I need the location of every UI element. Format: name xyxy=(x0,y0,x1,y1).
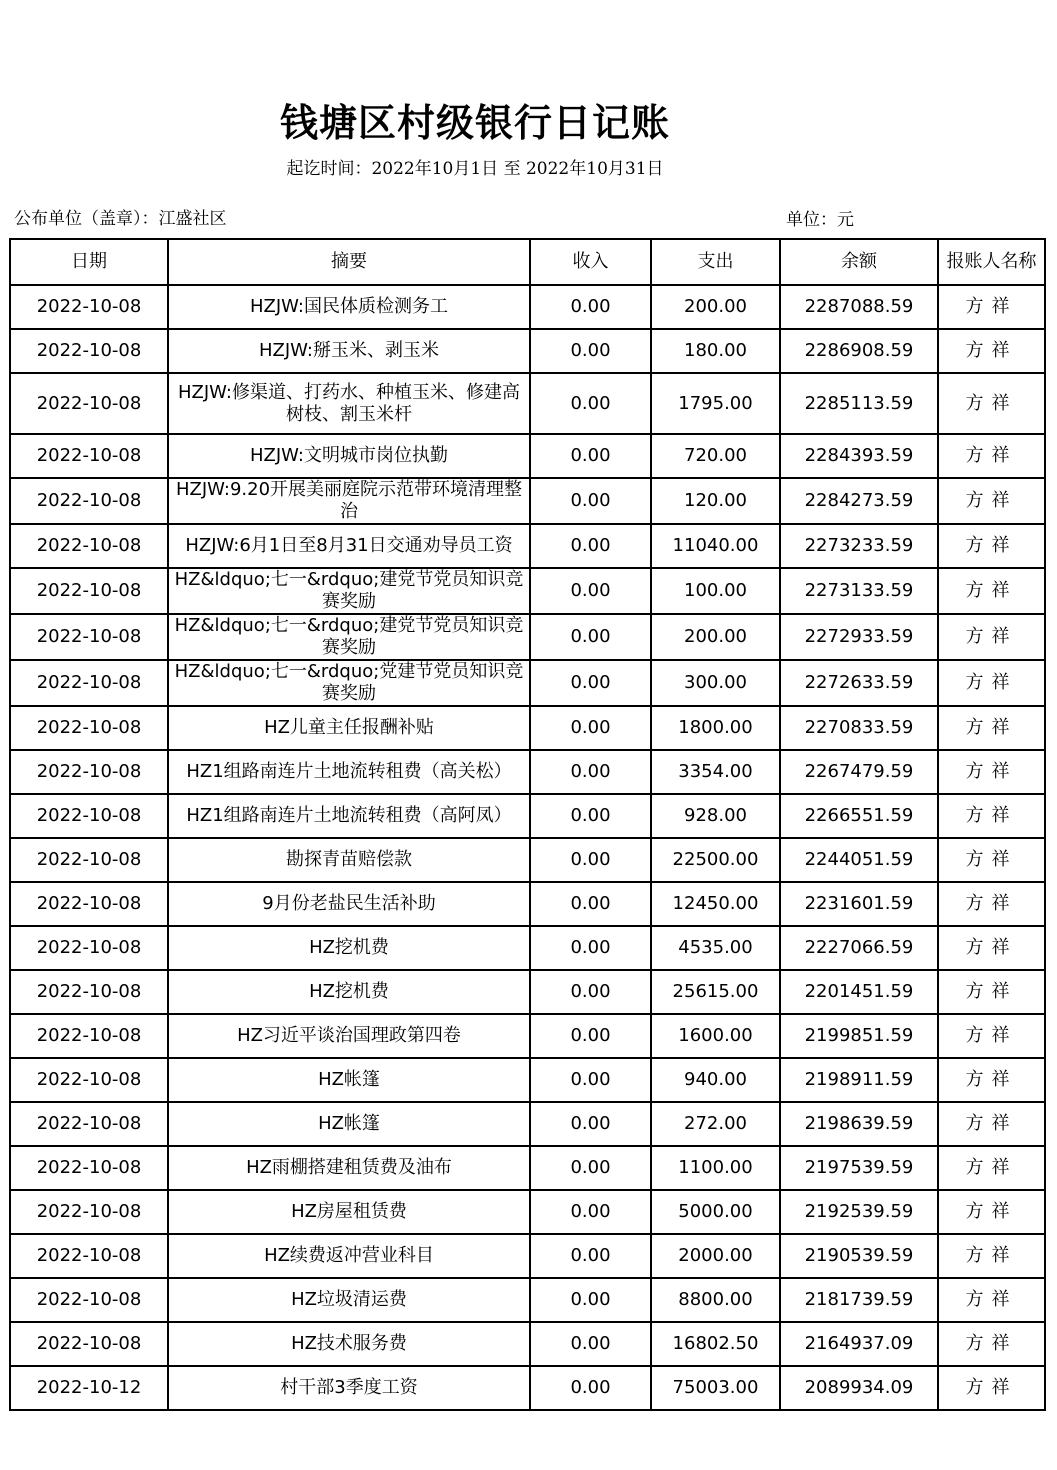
cell-person: 方祥 xyxy=(938,285,1045,329)
cell-summary: 9月份老盐民生活补助 xyxy=(168,882,530,926)
cell-income: 0.00 xyxy=(530,1322,651,1366)
table-row xyxy=(10,660,1045,706)
cell-summary: HZ续费返冲营业科目 xyxy=(168,1234,530,1278)
table-row xyxy=(10,750,1045,794)
cell-balance: 2266551.59 xyxy=(780,794,938,838)
table-row xyxy=(10,926,1045,970)
cell-summary: HZ&ldquo;七一&rdquo;建党节党员知识竞赛奖励 xyxy=(168,568,530,614)
cell-income: 0.00 xyxy=(530,568,651,614)
cell-expense: 11040.00 xyxy=(651,524,780,568)
cell-date: 2022-10-08 xyxy=(10,1058,168,1102)
cell-date: 2022-10-08 xyxy=(10,434,168,478)
table-row xyxy=(10,706,1045,750)
cell-person: 方祥 xyxy=(938,568,1045,614)
cell-summary: 村干部3季度工资 xyxy=(168,1366,530,1410)
cell-income: 0.00 xyxy=(530,524,651,568)
cell-person: 方祥 xyxy=(938,1278,1045,1322)
header-row xyxy=(10,239,1045,285)
cell-summary: HZ儿童主任报酬补贴 xyxy=(168,706,530,750)
cell-summary: HZJW:9.20开展美丽庭院示范带环境清理整治 xyxy=(168,478,530,524)
cell-income: 0.00 xyxy=(530,1058,651,1102)
cell-summary: HZ帐篷 xyxy=(168,1102,530,1146)
cell-income: 0.00 xyxy=(530,794,651,838)
cell-income: 0.00 xyxy=(530,926,651,970)
cell-income: 0.00 xyxy=(530,1146,651,1190)
currency-unit: 单位：元 xyxy=(786,210,854,230)
cell-summary: HZ挖机费 xyxy=(168,970,530,1014)
cell-balance: 2190539.59 xyxy=(780,1234,938,1278)
cell-balance: 2192539.59 xyxy=(780,1190,938,1234)
cell-summary: 勘探青苗赔偿款 xyxy=(168,838,530,882)
cell-person: 方祥 xyxy=(938,1146,1045,1190)
cell-person: 方祥 xyxy=(938,1322,1045,1366)
cell-balance: 2273233.59 xyxy=(780,524,938,568)
cell-expense: 2000.00 xyxy=(651,1234,780,1278)
table-row xyxy=(10,1366,1045,1410)
cell-date: 2022-10-08 xyxy=(10,750,168,794)
cell-expense: 200.00 xyxy=(651,614,780,660)
cell-expense: 720.00 xyxy=(651,434,780,478)
cell-balance: 2181739.59 xyxy=(780,1278,938,1322)
cell-income: 0.00 xyxy=(530,838,651,882)
table-row xyxy=(10,285,1045,329)
cell-date: 2022-10-08 xyxy=(10,568,168,614)
cell-expense: 25615.00 xyxy=(651,970,780,1014)
ledger-table xyxy=(9,238,1046,1411)
cell-person: 方祥 xyxy=(938,1102,1045,1146)
table-row xyxy=(10,882,1045,926)
cell-summary: HZJW:掰玉米、剥玉米 xyxy=(168,329,530,373)
cell-expense: 12450.00 xyxy=(651,882,780,926)
cell-balance: 2272633.59 xyxy=(780,660,938,706)
cell-balance: 2201451.59 xyxy=(780,970,938,1014)
cell-expense: 4535.00 xyxy=(651,926,780,970)
cell-summary: HZJW:修渠道、打药水、种植玉米、修建高树枝、割玉米杆 xyxy=(168,373,530,434)
date-range: 起讫时间：2022年10月1日 至 2022年10月31日 xyxy=(286,159,664,179)
cell-balance: 2272933.59 xyxy=(780,614,938,660)
cell-balance: 2198639.59 xyxy=(780,1102,938,1146)
table-row xyxy=(10,838,1045,882)
cell-balance: 2089934.09 xyxy=(780,1366,938,1410)
cell-balance: 2197539.59 xyxy=(780,1146,938,1190)
cell-date: 2022-10-08 xyxy=(10,614,168,660)
cell-income: 0.00 xyxy=(530,970,651,1014)
cell-income: 0.00 xyxy=(530,434,651,478)
cell-date: 2022-10-08 xyxy=(10,706,168,750)
table-row xyxy=(10,614,1045,660)
header-balance: 余额 xyxy=(780,239,938,285)
table-row xyxy=(10,1190,1045,1234)
cell-income: 0.00 xyxy=(530,1190,651,1234)
cell-income: 0.00 xyxy=(530,1234,651,1278)
header-person: 报账人名称 xyxy=(938,239,1045,285)
cell-income: 0.00 xyxy=(530,614,651,660)
table-row xyxy=(10,1234,1045,1278)
cell-date: 2022-10-08 xyxy=(10,329,168,373)
cell-balance: 2286908.59 xyxy=(780,329,938,373)
cell-summary: HZ&ldquo;七一&rdquo;党建节党员知识竞赛奖励 xyxy=(168,660,530,706)
table-row xyxy=(10,568,1045,614)
cell-expense: 120.00 xyxy=(651,478,780,524)
cell-date: 2022-10-08 xyxy=(10,660,168,706)
cell-income: 0.00 xyxy=(530,1278,651,1322)
cell-income: 0.00 xyxy=(530,478,651,524)
cell-income: 0.00 xyxy=(530,285,651,329)
cell-date: 2022-10-12 xyxy=(10,1366,168,1410)
cell-expense: 1795.00 xyxy=(651,373,780,434)
cell-expense: 5000.00 xyxy=(651,1190,780,1234)
cell-income: 0.00 xyxy=(530,882,651,926)
cell-expense: 8800.00 xyxy=(651,1278,780,1322)
cell-summary: HZ&ldquo;七一&rdquo;建党节党员知识竞赛奖励 xyxy=(168,614,530,660)
cell-expense: 928.00 xyxy=(651,794,780,838)
cell-person: 方祥 xyxy=(938,926,1045,970)
table-row xyxy=(10,434,1045,478)
cell-person: 方祥 xyxy=(938,329,1045,373)
cell-date: 2022-10-08 xyxy=(10,1322,168,1366)
cell-income: 0.00 xyxy=(530,329,651,373)
cell-income: 0.00 xyxy=(530,1366,651,1410)
cell-income: 0.00 xyxy=(530,1102,651,1146)
cell-summary: HZ帐篷 xyxy=(168,1058,530,1102)
cell-income: 0.00 xyxy=(530,706,651,750)
cell-person: 方祥 xyxy=(938,434,1045,478)
cell-balance: 2267479.59 xyxy=(780,750,938,794)
table-row xyxy=(10,1102,1045,1146)
table-row xyxy=(10,1322,1045,1366)
cell-expense: 1600.00 xyxy=(651,1014,780,1058)
cell-expense: 22500.00 xyxy=(651,838,780,882)
cell-summary: HZ雨棚搭建租赁费及油布 xyxy=(168,1146,530,1190)
cell-balance: 2227066.59 xyxy=(780,926,938,970)
cell-expense: 180.00 xyxy=(651,329,780,373)
header-date: 日期 xyxy=(10,239,168,285)
cell-date: 2022-10-08 xyxy=(10,1146,168,1190)
cell-expense: 1100.00 xyxy=(651,1146,780,1190)
cell-person: 方祥 xyxy=(938,706,1045,750)
cell-date: 2022-10-08 xyxy=(10,1234,168,1278)
table-row xyxy=(10,1058,1045,1102)
table-row xyxy=(10,329,1045,373)
cell-person: 方祥 xyxy=(938,614,1045,660)
cell-summary: HZ房屋租赁费 xyxy=(168,1190,530,1234)
table-row xyxy=(10,794,1045,838)
cell-balance: 2231601.59 xyxy=(780,882,938,926)
cell-person: 方祥 xyxy=(938,373,1045,434)
cell-date: 2022-10-08 xyxy=(10,838,168,882)
cell-summary: HZJW:国民体质检测务工 xyxy=(168,285,530,329)
cell-expense: 300.00 xyxy=(651,660,780,706)
header-expense: 支出 xyxy=(651,239,780,285)
cell-person: 方祥 xyxy=(938,478,1045,524)
cell-expense: 1800.00 xyxy=(651,706,780,750)
cell-date: 2022-10-08 xyxy=(10,524,168,568)
cell-person: 方祥 xyxy=(938,1366,1045,1410)
cell-expense: 100.00 xyxy=(651,568,780,614)
cell-summary: HZJW:文明城市岗位执勤 xyxy=(168,434,530,478)
cell-balance: 2198911.59 xyxy=(780,1058,938,1102)
table-row xyxy=(10,1278,1045,1322)
cell-date: 2022-10-08 xyxy=(10,1190,168,1234)
cell-income: 0.00 xyxy=(530,373,651,434)
cell-person: 方祥 xyxy=(938,970,1045,1014)
cell-date: 2022-10-08 xyxy=(10,926,168,970)
cell-balance: 2287088.59 xyxy=(780,285,938,329)
table-row xyxy=(10,970,1045,1014)
cell-expense: 200.00 xyxy=(651,285,780,329)
cell-balance: 2199851.59 xyxy=(780,1014,938,1058)
cell-balance: 2273133.59 xyxy=(780,568,938,614)
cell-person: 方祥 xyxy=(938,524,1045,568)
cell-balance: 2284393.59 xyxy=(780,434,938,478)
cell-balance: 2285113.59 xyxy=(780,373,938,434)
table-row xyxy=(10,524,1045,568)
table-row xyxy=(10,1146,1045,1190)
cell-balance: 2284273.59 xyxy=(780,478,938,524)
cell-summary: HZ1组路南连片土地流转租费（高阿凤） xyxy=(168,794,530,838)
publishing-unit: 公布单位（盖章）：江盛社区 xyxy=(14,209,227,229)
cell-person: 方祥 xyxy=(938,882,1045,926)
cell-person: 方祥 xyxy=(938,750,1045,794)
cell-date: 2022-10-08 xyxy=(10,478,168,524)
cell-balance: 2270833.59 xyxy=(780,706,938,750)
cell-expense: 272.00 xyxy=(651,1102,780,1146)
cell-summary: HZ习近平谈治国理政第四卷 xyxy=(168,1014,530,1058)
cell-summary: HZJW:6月1日至8月31日交通劝导员工资 xyxy=(168,524,530,568)
cell-person: 方祥 xyxy=(938,1190,1045,1234)
cell-expense: 75003.00 xyxy=(651,1366,780,1410)
ledger-body xyxy=(10,285,1045,1410)
header-summary: 摘要 xyxy=(168,239,530,285)
cell-expense: 3354.00 xyxy=(651,750,780,794)
cell-date: 2022-10-08 xyxy=(10,373,168,434)
cell-date: 2022-10-08 xyxy=(10,970,168,1014)
header-income: 收入 xyxy=(530,239,651,285)
cell-person: 方祥 xyxy=(938,1014,1045,1058)
cell-date: 2022-10-08 xyxy=(10,1278,168,1322)
table-row xyxy=(10,478,1045,524)
cell-summary: HZ技术服务费 xyxy=(168,1322,530,1366)
cell-income: 0.00 xyxy=(530,750,651,794)
cell-income: 0.00 xyxy=(530,660,651,706)
cell-date: 2022-10-08 xyxy=(10,285,168,329)
table-row xyxy=(10,1014,1045,1058)
cell-date: 2022-10-08 xyxy=(10,882,168,926)
cell-summary: HZ挖机费 xyxy=(168,926,530,970)
cell-summary: HZ1组路南连片土地流转租费（高关松） xyxy=(168,750,530,794)
cell-person: 方祥 xyxy=(938,794,1045,838)
cell-date: 2022-10-08 xyxy=(10,1014,168,1058)
cell-date: 2022-10-08 xyxy=(10,794,168,838)
cell-date: 2022-10-08 xyxy=(10,1102,168,1146)
cell-person: 方祥 xyxy=(938,660,1045,706)
cell-balance: 2244051.59 xyxy=(780,838,938,882)
cell-income: 0.00 xyxy=(530,1014,651,1058)
cell-expense: 16802.50 xyxy=(651,1322,780,1366)
cell-person: 方祥 xyxy=(938,1234,1045,1278)
cell-balance: 2164937.09 xyxy=(780,1322,938,1366)
cell-person: 方祥 xyxy=(938,838,1045,882)
cell-person: 方祥 xyxy=(938,1058,1045,1102)
table-row xyxy=(10,373,1045,434)
page-title: 钱塘区村级银行日记账 xyxy=(279,100,670,145)
cell-summary: HZ垃圾清运费 xyxy=(168,1278,530,1322)
cell-expense: 940.00 xyxy=(651,1058,780,1102)
